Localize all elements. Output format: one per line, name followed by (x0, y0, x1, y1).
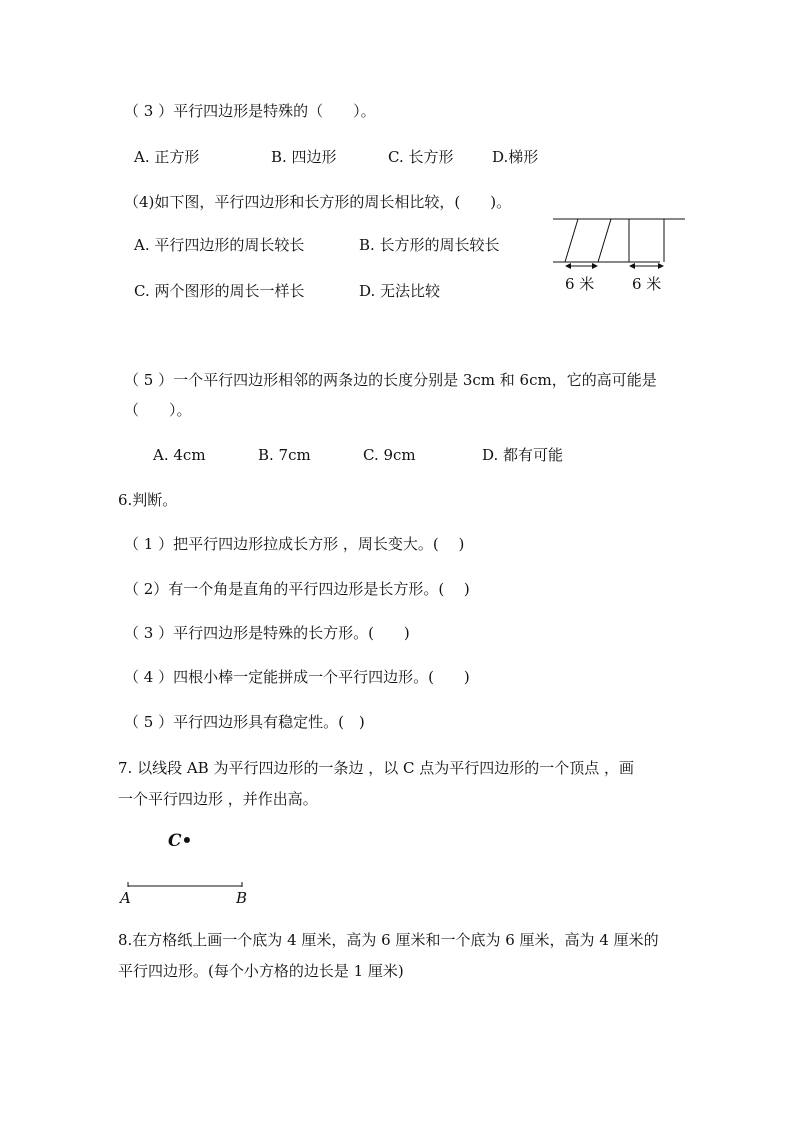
parallelogram-left-side (565, 219, 578, 262)
q4-stem: （4)如下图，平行四边形和长方形的周长相比较，( )。 (124, 193, 512, 211)
section7-line1: 7. 以线段 AB 为平行四边形的一条边 ，以 C 点为平行四边形的一个顶点 ，画 (118, 759, 635, 777)
q4-option-a: A. 平行四边形的周长较长 (134, 236, 305, 254)
q5-option-c: C. 9cm (363, 446, 416, 464)
q5-option-b: B. 7cm (258, 446, 311, 464)
rectangle-base-label: 6 米 (632, 275, 662, 293)
q3-option-a: A. 正方形 (134, 148, 200, 166)
q4-option-b: B. 长方形的周长较长 (359, 236, 500, 254)
q5-option-d: D. 都有可能 (482, 446, 564, 464)
q5-stem-line2: （ ）。 (124, 401, 192, 419)
section8-line2: 平行四边形。(每个小方格的边长是 1 厘米) (118, 962, 404, 980)
judge-item-5: （ 5 ）平行四边形具有稳定性。( ) (124, 713, 365, 731)
judge-item-3: （ 3 ）平行四边形是特殊的长方形。( ) (124, 624, 410, 642)
q5-option-a: A. 4cm (153, 446, 206, 464)
section6-title: 6.判断。 (118, 491, 178, 509)
parallelogram-base-label: 6 米 (565, 275, 595, 293)
parallelogram-right-side (598, 219, 611, 262)
judge-item-4: （ 4 ）四根小棒一定能拼成一个平行四边形。( ) (124, 668, 470, 686)
q5-stem-line1: （ 5 ）一个平行四边形相邻的两条边的长度分别是 3cm 和 6cm，它的高可能是 (124, 371, 657, 389)
section7-line2: 一个平行四边形 ，并作出高。 (118, 790, 318, 808)
q4-figure (548, 210, 688, 300)
section8-line1: 8.在方格纸上画一个底为 4 厘米，高为 6 厘米和一个底为 6 厘米，高为 4 厘米的 (118, 931, 659, 949)
point-a-label: A (120, 889, 131, 907)
q4-option-d: D. 无法比较 (359, 282, 441, 300)
point-b-label: B (236, 889, 248, 907)
point-c-label: C• (168, 831, 193, 851)
q3-option-c: C. 长方形 (388, 148, 454, 166)
judge-item-1: （ 1 ）把平行四边形拉成长方形 ，周长变大。( ) (124, 535, 465, 553)
q3-option-b: B. 四边形 (271, 148, 337, 166)
q3-option-d: D.梯形 (492, 148, 539, 166)
q3-stem: （ 3 ）平行四边形是特殊的（ ）。 (124, 102, 376, 120)
section7-figure (110, 820, 270, 910)
q4-option-c: C. 两个图形的周长一样长 (134, 282, 305, 300)
judge-item-2: （ 2）有一个角是直角的平行四边形是长方形。( ) (124, 580, 470, 598)
